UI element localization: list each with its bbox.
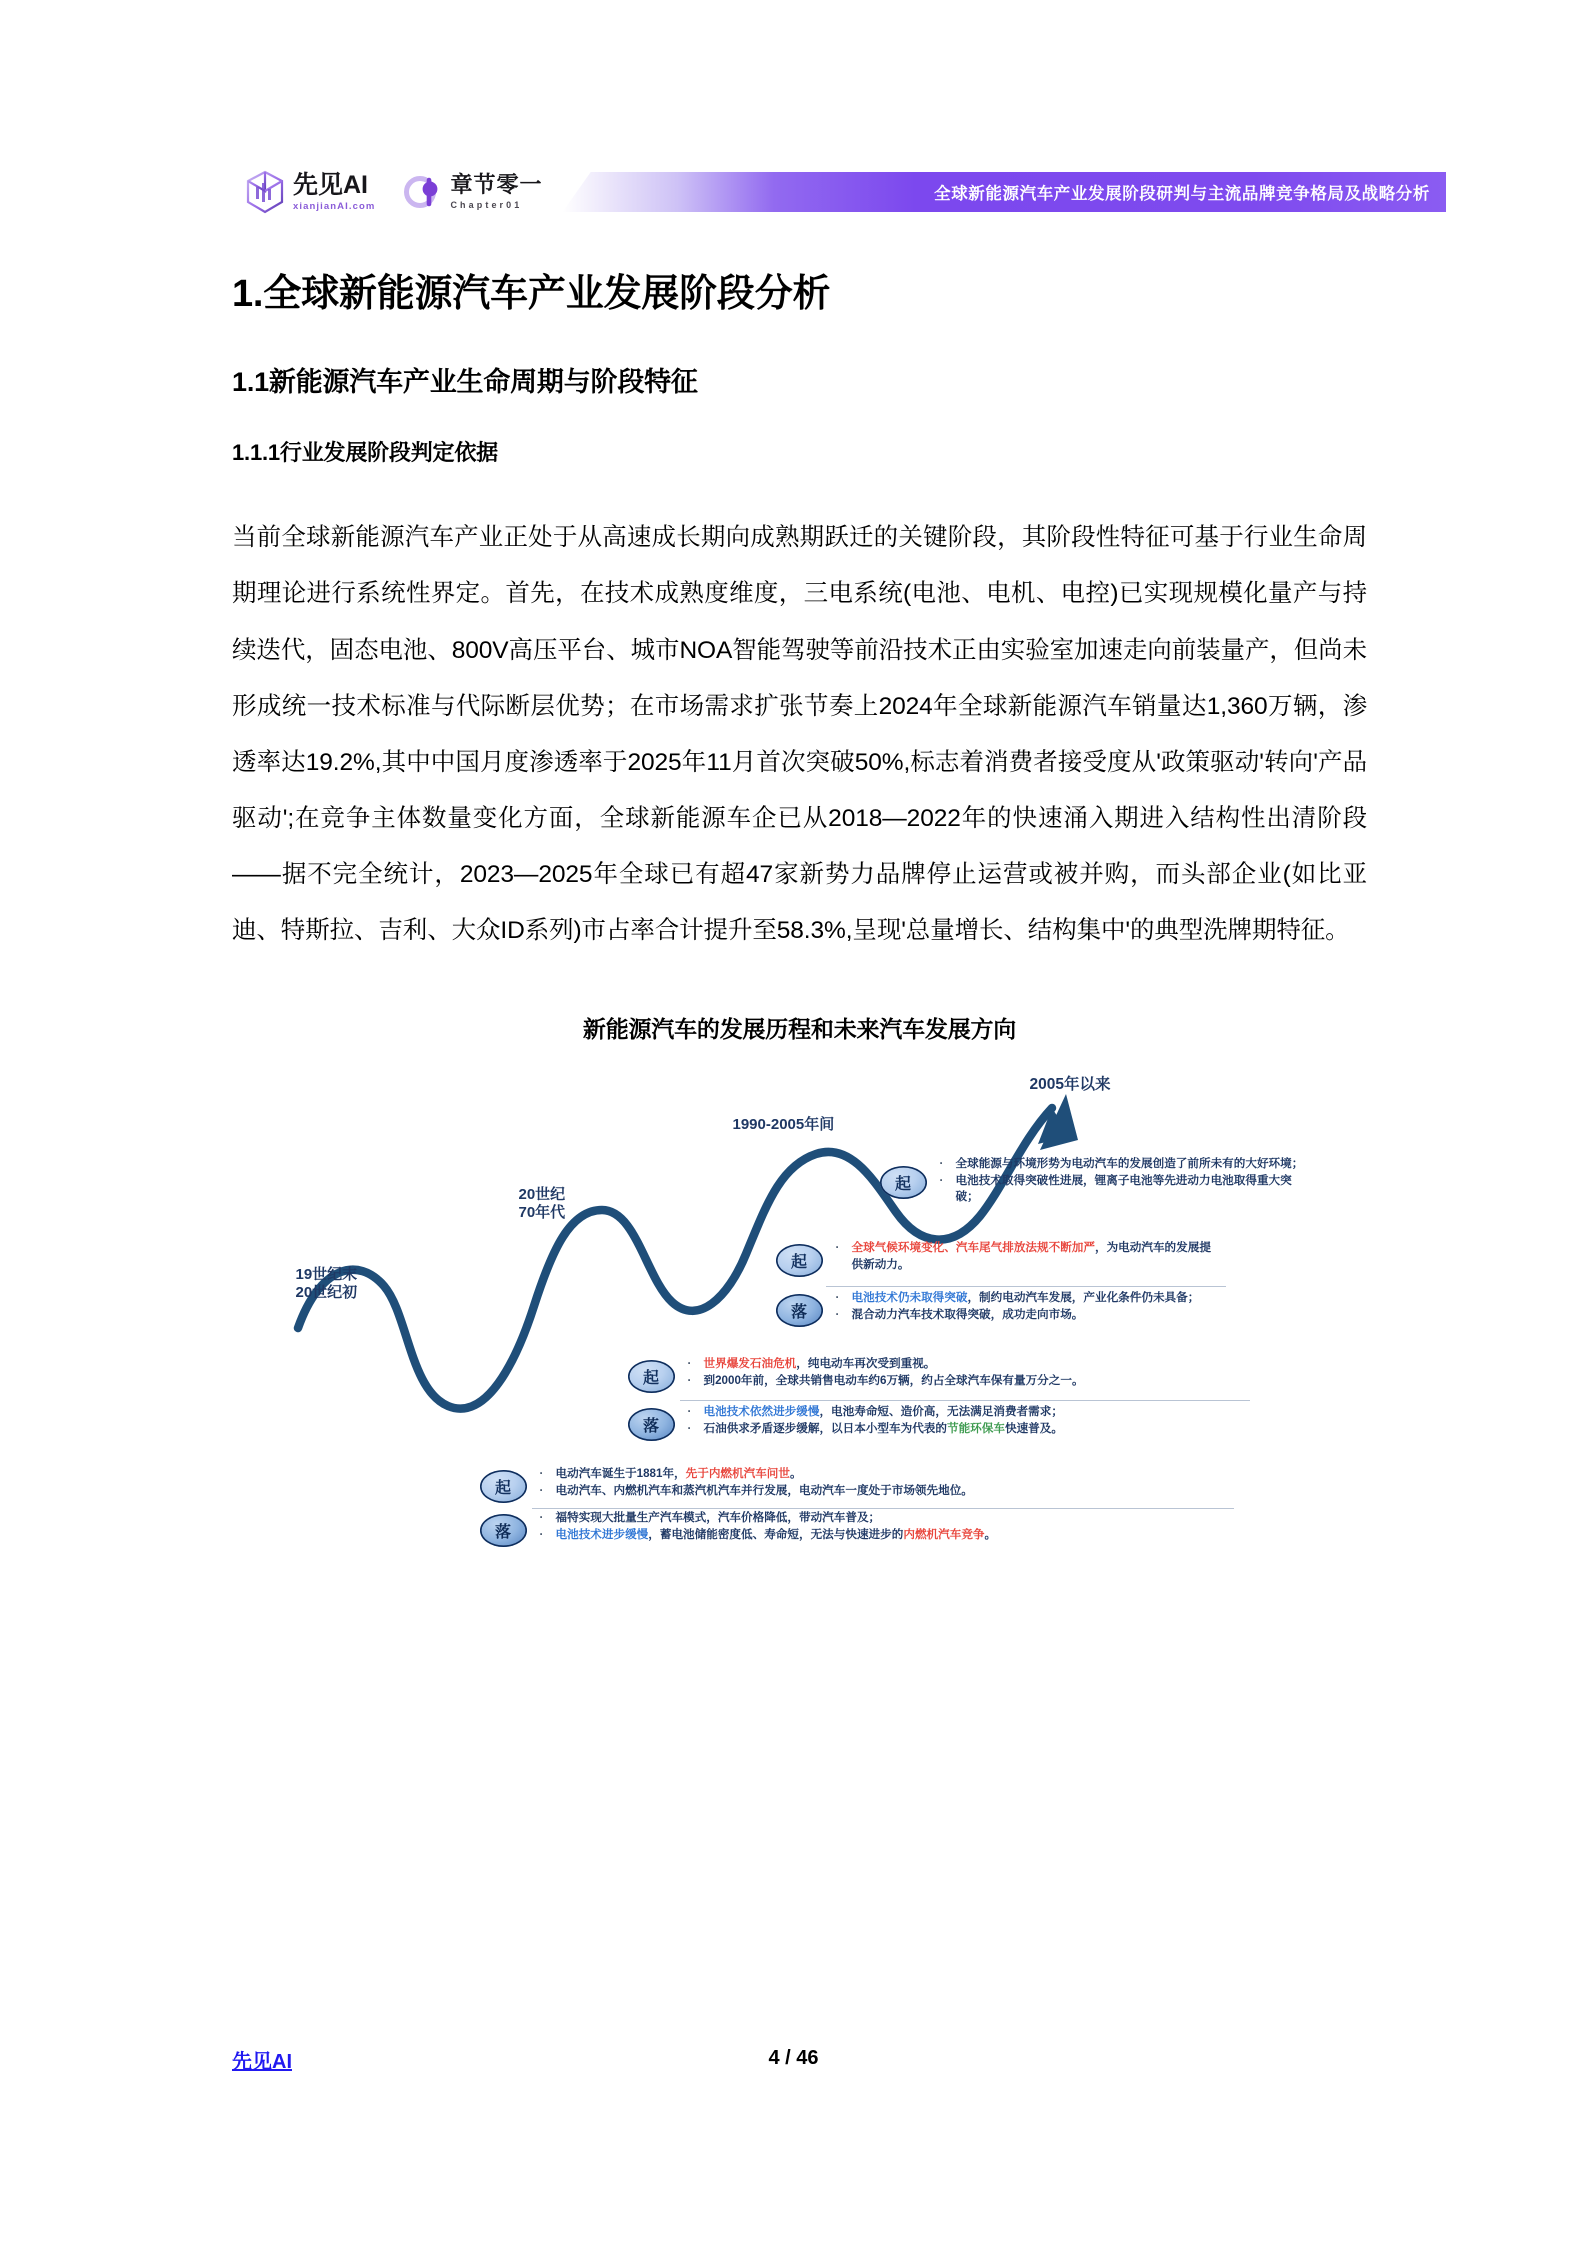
- header-banner-title: 全球新能源汽车产业发展阶段研判与主流品牌竞争格局及战略分析: [934, 185, 1430, 203]
- figure-era-label-70s: 20世纪 70年代: [518, 1186, 566, 1221]
- figure-divider-19c: [532, 1508, 1234, 1509]
- figure-divider-70s: [680, 1400, 1250, 1401]
- body-paragraph: 当前全球新能源汽车产业正处于从高速成长期向成熟期跃迁的关键阶段，其阶段性特征可基于行业生命周期理论进行系统性界定。首先，在技术成熟度维度，三电系统(电池、电机、电控)已实现规模化量产与持续迭代，固态电池、800V高压平台、城市NOA智能驾驶等前沿技术正由实验室加速走向前装量产，但尚未形成统一技术标准与代际断层优势；在市场需求扩张节奏上2024年全球新能源汽车销量达1,360万辆，渗透率达19.2%,其中中国月度渗透率于2025年11月首次突破50%,标志着消费者接受度从'政策驱动'转向'产品驱动';在竞争主体数量变化方面，全球新能源车企已从2018—2022年的快速涌入期进入结构性出清阶段——据不完全统计，2023—2025年全球已有超47家新势力品牌停止运营或被并购，而头部企业(如比亚迪、特斯拉、吉利、大众ID系列)市占率合计提升至58.3%,呈现'总量增长、结构集中'的典型洗牌期特征。: [232, 524, 1367, 945]
- figure-badge-fall-1990: 落: [776, 1294, 823, 1327]
- figure-bullets-19c-fall: · 福特实现大批量生产汽车模式，汽车价格降低，带动汽车普及； · 电池技术进步缓慢，蓄电池储能密度低、寿命短，无法与快速进步的内燃机汽车竞争。: [539, 1511, 997, 1541]
- brand-text: [293, 170, 376, 212]
- brand-domain: xianjianAI.com: [293, 200, 376, 212]
- chapter-badge: [403, 171, 542, 213]
- figure-badge-rise-1990: 起: [776, 1244, 823, 1277]
- chapter-label-cn: 章节零一: [450, 172, 543, 197]
- figure-badge-rise-2005: 起: [880, 1166, 927, 1199]
- figure-era-label-1990: 1990-2005年间: [732, 1116, 835, 1134]
- figure-canvas: [280, 1070, 1320, 1550]
- section-heading-1: 1.全球新能源汽车产业发展阶段分析: [232, 273, 831, 315]
- figure-badge-fall-70s: 落: [628, 1408, 675, 1441]
- header-banner: [562, 172, 1446, 212]
- xianjian-cube-icon: [243, 169, 287, 215]
- chapter-label-en: Chapter01: [450, 200, 523, 210]
- section-heading-2: 1.1新能源汽车产业生命周期与阶段特征: [232, 366, 698, 397]
- figure-divider-1990: [826, 1286, 1226, 1287]
- brand-logo: [243, 169, 375, 215]
- figure-era-label-19c: 19世纪末 20世纪初: [295, 1266, 358, 1301]
- figure-block: [232, 1011, 1367, 1550]
- figure-caption: 新能源汽车的发展历程和未来汽车发展方向: [582, 1016, 1017, 1043]
- figure-bullets-1990-rise: · 全球气候环境变化、汽车尾气排放法规不断加严，为电动汽车的发展提供新动力。: [835, 1241, 1211, 1271]
- figure-bullets-70s-fall: · 电池技术依然进步缓慢，电池寿命短、造价高，无法满足消费者需求； · 石油供求矛盾逐步缓解，以日本小型车为代表的节能环保车快速普及。: [687, 1405, 1063, 1435]
- brand-name: 先见AI: [293, 170, 369, 199]
- footer-page-number: 4 / 46: [768, 2047, 819, 2069]
- figure-badge-rise-70s: 起: [628, 1360, 675, 1393]
- figure-badge-fall-19c: 落: [480, 1514, 527, 1547]
- figure-era-label-2005: 2005年以来: [1029, 1076, 1111, 1094]
- page-footer: [0, 2045, 1587, 2075]
- page-header: [0, 160, 1587, 224]
- figure-bullets-19c-rise: · 电动汽车诞生于1881年，先于内燃机汽车问世。 · 电动汽车、内燃机汽车和蒸汽机汽车并行发展，电动汽车一度处于市场领先地位。: [539, 1467, 973, 1497]
- figure-badge-rise-19c: 起: [480, 1470, 527, 1503]
- chapter-text: [450, 174, 542, 210]
- footer-brand-link[interactable]: 先见AI: [232, 2051, 292, 2073]
- figure-bullets-70s-rise: · 世界爆发石油危机，纯电动车再次受到重视。 · 到2000年前，全球共销售电动车约6万辆，约占全球汽车保有量万分之一。: [687, 1357, 1084, 1387]
- chapter-circle-icon: [403, 171, 445, 213]
- figure-bullets-2005: · 全球能源与环境形势为电动汽车的发展创造了前所未有的大好环境； · 电池技术取得突破性进展，锂离子电池等先进动力电池取得重大突破；: [939, 1157, 1304, 1204]
- figure-bullets-1990-fall: · 电池技术仍未取得突破，制约电动汽车发展，产业化条件仍未具备； · 混合动力汽车技术取得突破，成功走向市场。: [835, 1291, 1200, 1321]
- document-content: [232, 272, 1367, 1550]
- section-heading-3: 1.1.1行业发展阶段判定依据: [232, 439, 498, 465]
